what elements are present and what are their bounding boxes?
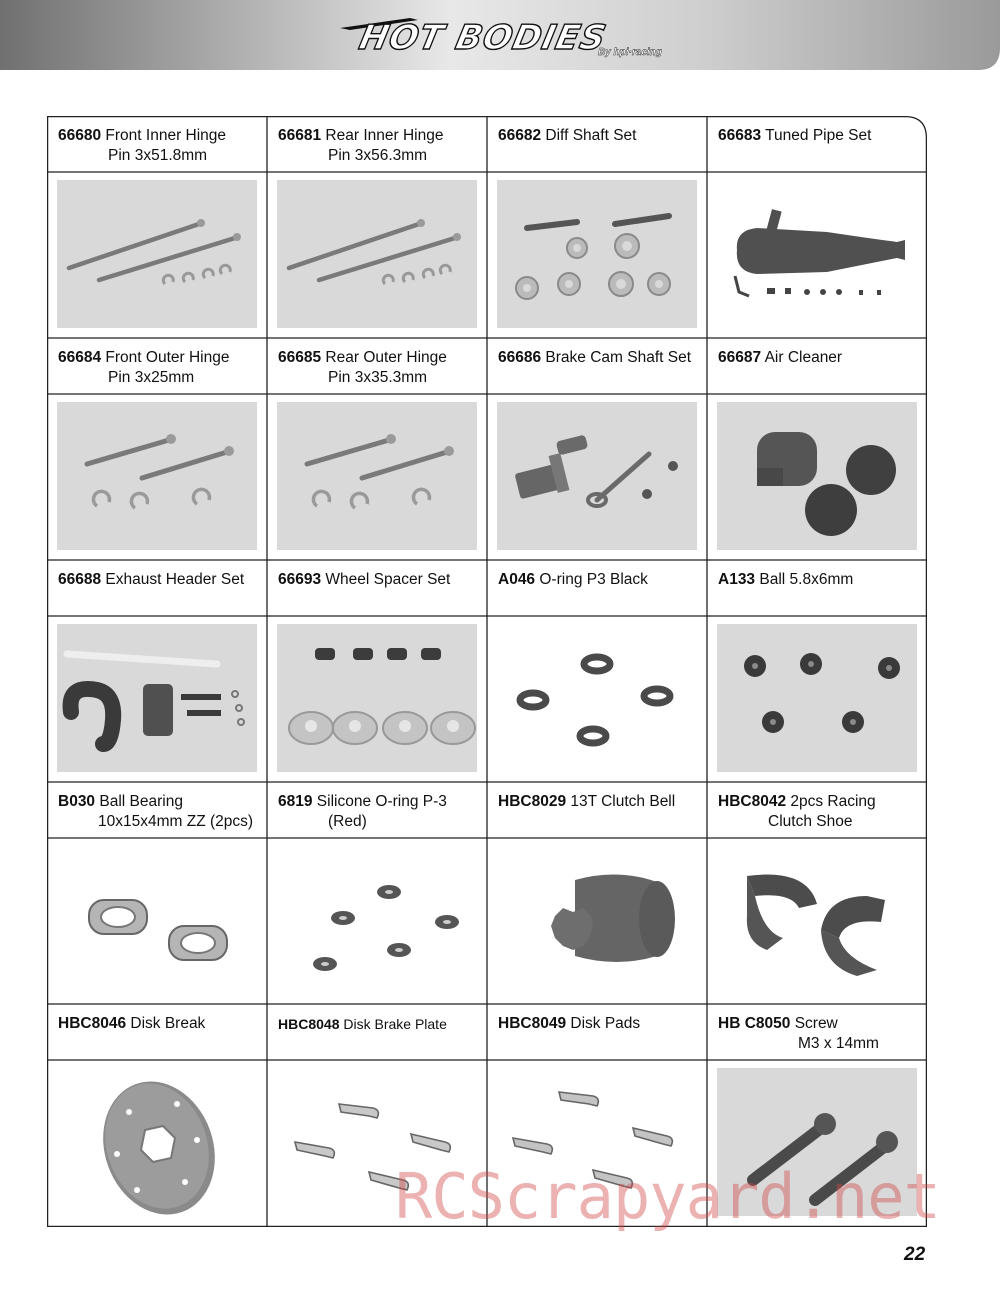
part-name-line2: Clutch Shoe: [768, 813, 853, 830]
part-title: [58, 126, 264, 166]
part-title: [278, 792, 484, 832]
page-header: [0, 0, 1000, 70]
air-cleaner-icon: [717, 402, 917, 550]
clutch-bell-icon: [497, 846, 697, 994]
part-name: Exhaust Header Set: [105, 571, 245, 588]
part-code: HB C8050: [718, 1015, 791, 1032]
part-code: 66693: [278, 571, 322, 588]
part-title: [58, 792, 264, 832]
part-name: Brake Cam Shaft Set: [545, 349, 692, 366]
o-ring-black-icon: [497, 624, 697, 772]
part-title: [498, 792, 704, 812]
hinge-pin-long-icon: [57, 180, 257, 328]
part-photo: [497, 846, 697, 994]
part-name-line2: 10x15x4mm ZZ (2pcs): [98, 813, 254, 830]
part-name: Rear Outer Hinge: [325, 349, 447, 366]
logo-subtext: By hpi·racing: [598, 47, 662, 58]
part-photo: [57, 846, 257, 994]
part-code: HBC8042: [718, 793, 787, 810]
part-title: [718, 570, 924, 590]
part-title: [278, 126, 484, 166]
part-name: Tuned Pipe Set: [765, 127, 872, 144]
part-name-line2: Pin 3x25mm: [108, 369, 195, 386]
part-name: Screw: [794, 1015, 838, 1032]
part-code: 66684: [58, 349, 102, 366]
part-code: 66685: [278, 349, 322, 366]
part-code: 66688: [58, 571, 102, 588]
part-name: Disk Pads: [570, 1015, 641, 1032]
part-name: Front Inner Hinge: [105, 127, 227, 144]
part-photo: [57, 1068, 257, 1216]
tuned-pipe-icon: [717, 180, 917, 328]
part-code: A133: [718, 571, 756, 588]
part-code: 66682: [498, 127, 542, 144]
part-photo: [57, 180, 257, 328]
ball-icon: [717, 624, 917, 772]
part-code: HBC8046: [58, 1015, 127, 1032]
part-photo: [717, 402, 917, 550]
part-code: 66683: [718, 127, 762, 144]
part-title: [58, 1014, 264, 1034]
wheel-spacer-icon: [277, 624, 477, 772]
hinge-pin-short-icon: [277, 402, 477, 550]
part-code: A046: [498, 571, 536, 588]
exhaust-header-icon: [57, 624, 257, 772]
parts-table: [47, 116, 927, 1227]
part-name: Disk Break: [130, 1015, 206, 1032]
part-code: 6819: [278, 793, 313, 810]
hinge-pin-short-icon: [57, 402, 257, 550]
ball-bearing-icon: [57, 846, 257, 994]
part-name: Front Outer Hinge: [105, 349, 230, 366]
part-name: 13T Clutch Bell: [570, 793, 676, 810]
part-name-line2: Pin 3x56.3mm: [328, 147, 428, 164]
part-photo: [277, 402, 477, 550]
part-title: [718, 1014, 924, 1054]
part-title: [498, 348, 704, 368]
part-photo: [277, 846, 477, 994]
part-title: [718, 792, 924, 832]
part-photo: [57, 402, 257, 550]
part-name: Disk Brake Plate: [343, 1016, 447, 1032]
part-photo: [277, 180, 477, 328]
part-name: Ball Bearing: [99, 793, 183, 810]
part-name-line2: Pin 3x35.3mm: [328, 369, 428, 386]
part-photo: [717, 846, 917, 994]
part-code: 66687: [718, 349, 762, 366]
part-photo: [717, 624, 917, 772]
logo-text: HOT BODIES: [355, 18, 611, 58]
part-title: [498, 1014, 704, 1034]
page-number: 22: [904, 1244, 926, 1265]
part-code: B030: [58, 793, 96, 810]
part-title: [498, 126, 704, 146]
clutch-shoe-icon: [717, 846, 917, 994]
part-name: Silicone O-ring P-3: [316, 793, 447, 810]
part-name-line2: (Red): [328, 813, 367, 830]
diff-shaft-icon: [497, 180, 697, 328]
part-title: [58, 570, 264, 590]
part-photo: [717, 180, 917, 328]
part-photo: [497, 624, 697, 772]
part-name: 2pcs Racing: [790, 793, 876, 810]
part-code: HBC8029: [498, 793, 567, 810]
part-code: HBC8049: [498, 1015, 567, 1032]
part-title: [58, 348, 264, 388]
silicone-o-ring-icon: [277, 846, 477, 994]
part-title: [718, 126, 924, 146]
part-title: [278, 348, 484, 388]
part-name-line2: Pin 3x51.8mm: [108, 147, 208, 164]
part-title: [278, 570, 484, 590]
part-name: Rear Inner Hinge: [325, 127, 444, 144]
hinge-pin-long-icon: [277, 180, 477, 328]
watermark: RCScrapyard.net: [395, 1160, 940, 1233]
part-code: 66686: [498, 349, 542, 366]
part-photo: [497, 402, 697, 550]
part-code: HBC8048: [278, 1016, 340, 1032]
part-code: 66681: [278, 127, 322, 144]
part-title: [278, 1014, 484, 1034]
hot-bodies-logo: [340, 14, 670, 68]
part-photo: [277, 624, 477, 772]
brake-disk-icon: [57, 1068, 257, 1216]
part-name: Ball 5.8x6mm: [759, 571, 854, 588]
part-name: Wheel Spacer Set: [325, 571, 451, 588]
part-name: Diff Shaft Set: [545, 127, 637, 144]
part-code: 66680: [58, 127, 102, 144]
part-name: O-ring P3 Black: [539, 571, 648, 588]
brake-cam-icon: [497, 402, 697, 550]
part-photo: [57, 624, 257, 772]
part-photo: [497, 180, 697, 328]
part-title: [718, 348, 924, 368]
part-title: [498, 570, 704, 590]
part-name-line2: M3 x 14mm: [798, 1035, 879, 1052]
part-name: Air Cleaner: [764, 349, 843, 366]
